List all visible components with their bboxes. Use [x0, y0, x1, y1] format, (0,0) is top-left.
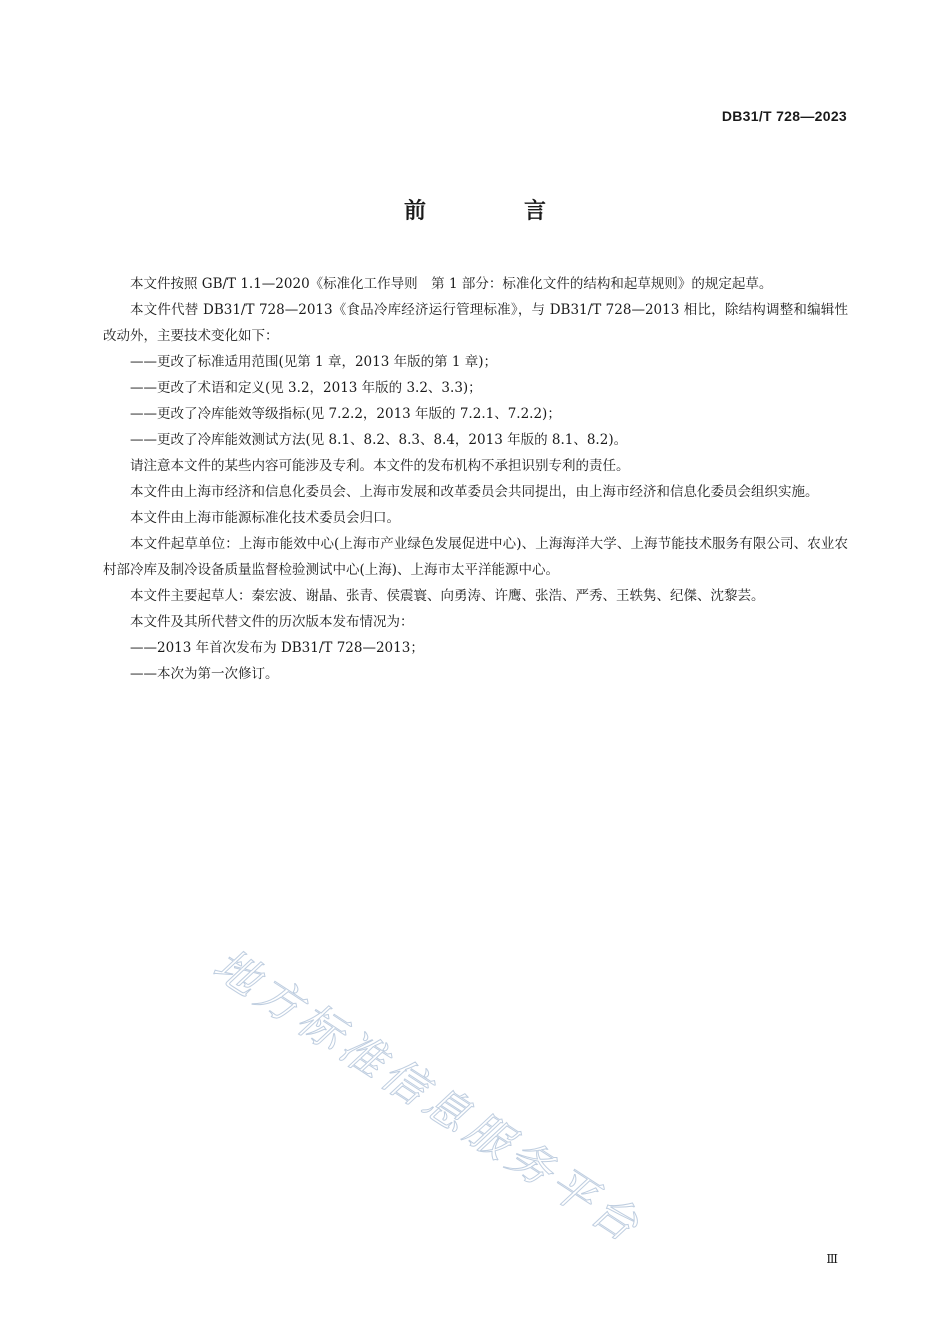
paragraph-proposer: 本文件由上海市经济和信息化委员会、上海市发展和改革委员会共同提出，由上海市经济和信息化委员会组织实施。 — [130, 484, 819, 500]
page-number: Ⅲ — [826, 1252, 838, 1266]
paragraph-centralizer: 本文件由上海市能源标准化技术委员会归口。 — [130, 510, 400, 526]
history-item: ——2013 年首次发布为 DB31/T 728—2013； — [130, 640, 424, 656]
change-item: ——更改了标准适用范围(见第 1 章，2013 年版的第 1 章)； — [130, 354, 498, 370]
page-title: 前 言 — [403, 199, 584, 224]
paragraph-drafting-rules: 本文件按照 GB/T 1.1—2020《标准化工作导则 第 1 部分：标准化文件的结构和起草规则》的规定起草。 — [130, 276, 773, 292]
standard-code: DB31/T 728—2023 — [721, 108, 847, 124]
paragraph-patent-notice: 请注意本文件的某些内容可能涉及专利。本文件的发布机构不承担识别专利的责任。 — [130, 458, 630, 474]
change-item: ——更改了冷库能效等级指标(见 7.2.2，2013 年版的 7.2.1、7.2.2)； — [130, 406, 561, 422]
paragraph-drafters: 本文件主要起草人：秦宏波、谢晶、张青、侯震寰、向勇涛、许鹰、张浩、严秀、王轶隽、纪傑、沈黎芸。 — [130, 588, 765, 604]
foreword-body — [103, 271, 848, 687]
paragraph-replacement: 本文件代替 DB31/T 728—2013《食品冷库经济运行管理标准》，与 DB31/T 728—2013 相比，除结构调整和编辑性改动外，主要技术变化如下： — [103, 302, 848, 344]
history-item: ——本次为第一次修订。 — [130, 666, 279, 682]
paragraph-history-intro: 本文件及其所代替文件的历次版本发布情况为： — [130, 614, 414, 630]
change-item: ——更改了冷库能效测试方法(见 8.1、8.2、8.3、8.4，2013 年版的 8.1、8.2)。 — [130, 432, 628, 448]
watermark: 地方标准信息服务平台 — [204, 939, 652, 1255]
change-item: ——更改了术语和定义(见 3.2，2013 年版的 3.2、3.3)； — [130, 380, 482, 396]
paragraph-drafting-units: 本文件起草单位：上海市能效中心(上海市产业绿色发展促进中心)、上海海洋大学、上海节能技术服务有限公司、农业农村部冷库及制冷设备质量监督检验测试中心(上海)、上海市太平洋能源中心。 — [103, 536, 848, 578]
